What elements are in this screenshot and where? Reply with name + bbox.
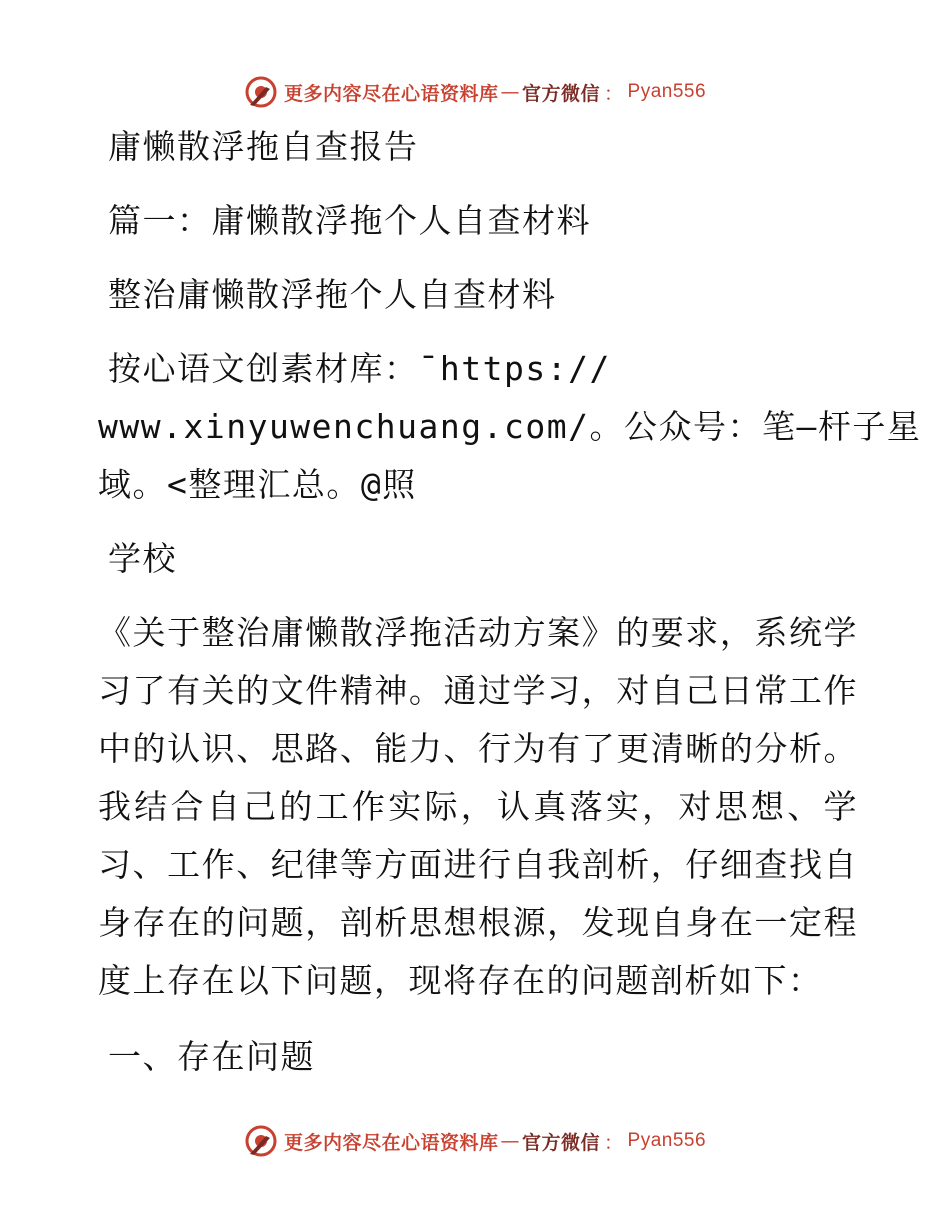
source-line-3: 域。<整理汇总。@照 xyxy=(98,465,417,504)
footer-banner xyxy=(0,1121,950,1161)
banner-official-text: 官方微信 xyxy=(521,1131,600,1154)
section-heading-1: 一、存在问题 xyxy=(108,1037,315,1076)
header-banner xyxy=(0,72,950,112)
source-line-1: 按心语文创素材库：¯https:// xyxy=(108,349,611,388)
banner-colon: ： xyxy=(604,1131,624,1154)
source-line-2: www.xinyuwenchuang.com/。公众号：笔—杆子星 xyxy=(98,407,922,446)
chapter-heading: 篇一：庸懒散浮拖个人自查材料 xyxy=(108,201,591,240)
subtitle: 整治庸懒散浮拖个人自查材料 xyxy=(108,275,557,314)
banner-official-text: 官方微信 xyxy=(521,82,600,105)
banner-dash: — xyxy=(500,81,520,103)
banner-wechat-id[interactable]: Pyan556 xyxy=(627,1130,707,1151)
body-paragraph: 《关于整治庸懒散浮拖活动方案》的要求，系统学习了有关的文件精神。通过学习，对自己日常工作中的认识、思路、能力、行为有了更清晰的分析。我结合自己的工作实际，认真落实，对思想、学习、工作、纪律等方面进行自我剖析，仔细查找自身存在的问题，剖析思想根源，发现自身在一定程度上存在以下问题，现将存在的问题剖析如下： xyxy=(98,613,858,1000)
banner-brand-text: 更多内容尽在心语资料库 xyxy=(283,1131,499,1154)
quill-logo-icon xyxy=(244,75,278,109)
school-label: 学校 xyxy=(108,539,177,578)
banner-wechat-id[interactable]: Pyan556 xyxy=(627,81,707,102)
banner-brand-text: 更多内容尽在心语资料库 xyxy=(283,82,499,105)
quill-logo-icon xyxy=(244,1124,278,1158)
banner-dash: — xyxy=(500,1130,520,1152)
banner-colon: ： xyxy=(604,82,624,105)
document-title: 庸懒散浮拖自查报告 xyxy=(108,127,419,166)
